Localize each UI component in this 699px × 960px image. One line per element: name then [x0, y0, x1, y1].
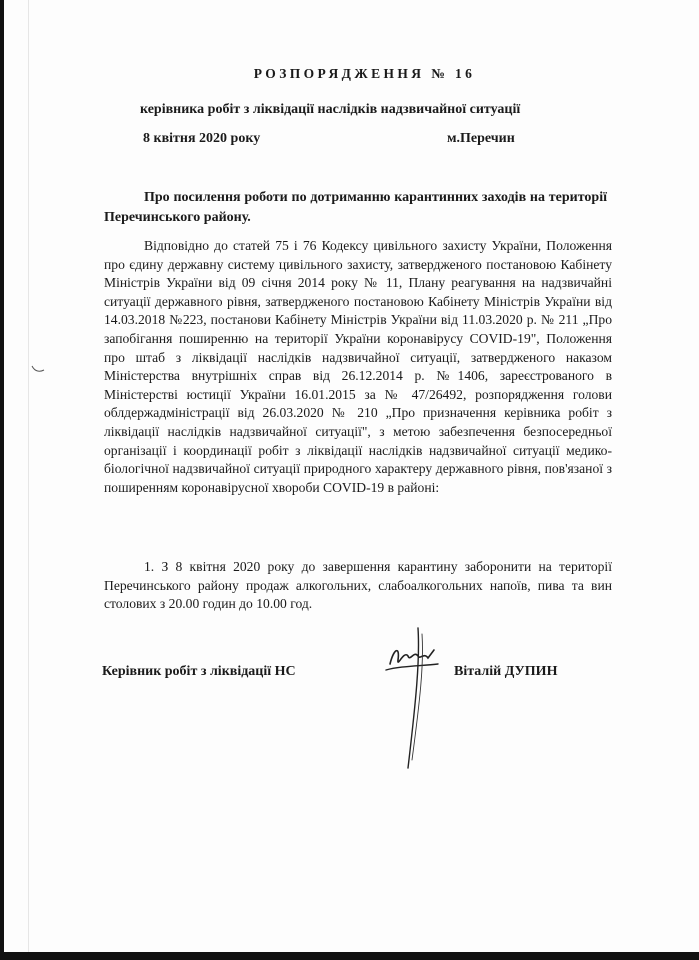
- document-preamble: Відповідно до статей 75 і 76 Кодексу цивільного захисту України, Положення про єдину державну систему цивільного захисту, затвердженого постановою Кабінету Міністрів України від 09 січня 2014 року № 11, Плану реагування на надзвичайні ситуації державного рівня, затвердженого постановою Кабінету Міністрів України від 14.03.2018 №223, постанови Кабінету Міністрів України від 11.03.2020 р. № 211 „Про запобігання поширенню на території України коронавірусу COVID-19", Положення про штаб з ліквідації наслідків надзвичайної ситуації, затвердженого наказом Міністерства внутрішніх справ від 26.12.2014 р. №1406, зареєстрованого в Міністерстві юстиції України 16.01.2015 за № 47/26492, розпорядження голови облдержадміністрації від 26.03.2020 № 210 „Про призначення керівника робіт з ліквідації наслідків надзвичайної ситуації", з метою забезпечення безпосередньої організації і координації робіт з ліквідації наслідків надзвичайної ситуації медико-біологічної надзвичайної ситуації природного характеру державного рівня, пов'язаної з поширенням коронавірусної хвороби COVID-19 в районі:: [104, 238, 612, 495]
- scan-edge: [0, 0, 4, 960]
- document-title: РОЗПОРЯДЖЕННЯ № 16: [253, 66, 476, 81]
- document-subtitle: керівника робіт з ліквідації наслідків надзвичайної ситуації: [140, 102, 521, 117]
- document-item-1: 1. З 8 квітня 2020 року до завершення карантину заборонити на території Перечинського району продаж алкогольних, слабоалкогольних напоїв, пива та вин столових з 20.00 годин до 10.00 год.: [104, 559, 612, 612]
- scan-fold-line: [28, 0, 29, 960]
- scan-bottom-edge: [0, 952, 699, 960]
- signatory-title: Керівник робіт з ліквідації НС: [102, 664, 296, 679]
- margin-tick-mark: [30, 364, 46, 374]
- document-heading: Про посилення роботи по дотриманню карантинних заходів на території Перечинського району.: [104, 190, 607, 225]
- handwritten-signature: [360, 620, 470, 770]
- signatory-name: Віталій ДУПИН: [454, 664, 558, 679]
- document-date: 8 квітня 2020 року: [143, 131, 261, 146]
- document-place: м.Перечин: [447, 131, 515, 146]
